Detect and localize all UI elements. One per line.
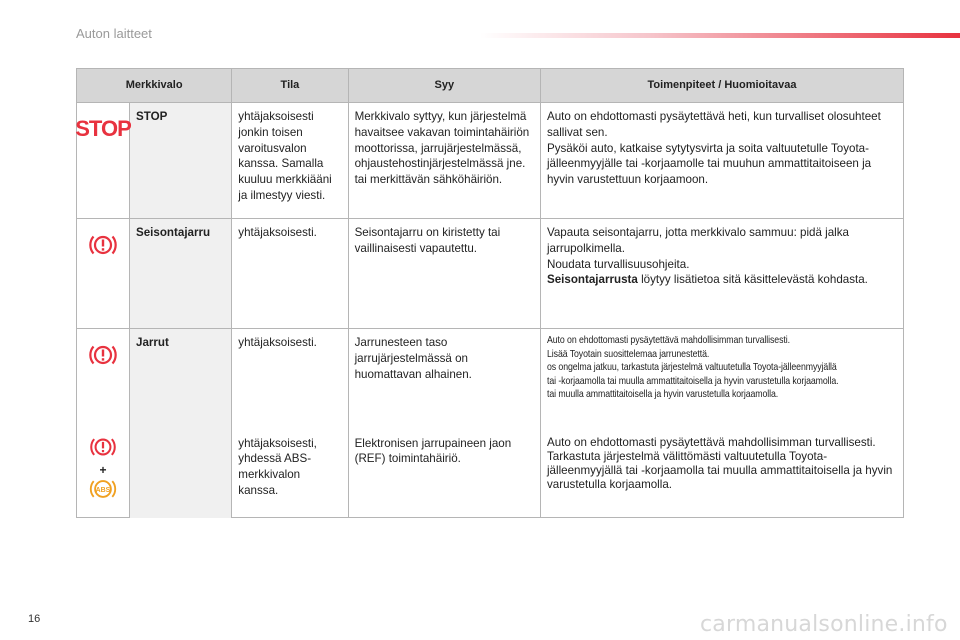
light-name: STOP <box>130 103 232 219</box>
stop-icon <box>75 116 131 141</box>
column-header-cause: Syy <box>348 69 540 103</box>
warning-lights-table <box>76 68 904 518</box>
header-accent-bar <box>480 33 960 38</box>
state-text: yhtäjaksoisesti. <box>232 219 348 329</box>
column-header-state: Tila <box>232 69 348 103</box>
light-name: Jarrut <box>130 329 232 518</box>
action-text-main: Vapauta seisontajarru, jotta merkkivalo sammuu: pidä jalka jarrupolkimella. Noudata turvallisuusohjeita. <box>546 226 849 271</box>
action-text <box>540 219 903 329</box>
action-text <box>540 329 903 430</box>
abs-icon-text: ABS <box>95 487 111 495</box>
brake-warning-icon <box>88 341 118 369</box>
brake-warning-icon <box>88 434 118 460</box>
icon-cell <box>77 329 130 430</box>
icon-cell <box>77 103 130 219</box>
column-header-light: Merkkivalo <box>77 69 232 103</box>
light-name: Seisontajarru <box>130 219 232 329</box>
page-number: 16 <box>28 613 41 625</box>
state-text: yhtäjaksoisesti. <box>232 329 348 430</box>
cause-text: Seisontajarru on kiristetty tai vaillinaisesti vapautettu. <box>348 219 540 329</box>
cause-text: Jarrunesteen taso jarrujärjestelmässä on huomattavan alhainen. <box>348 329 540 430</box>
table-row <box>77 219 904 329</box>
cause-text: Merkkivalo syttyy, kun järjestelmä havaitsee vakavan toimintahäiriön moottorissa, jarrujärjestelmässä, ohjaustehostinjärjestelmässä jne. tai merkittävän sähköhäiriön. <box>348 103 540 219</box>
page-section-title: Auton laitteet <box>76 26 152 41</box>
stop-icon-text: STOP <box>75 116 131 141</box>
table-header-row <box>77 69 904 103</box>
table-row <box>77 329 904 430</box>
action-text-condensed: Auto on ehdottomasti pysäytettävä mahdollisimman turvallisesti. Lisää Toyotain suosittelemaa jarrunestettä. os ongelma jatkuu, tarkastuta järjestelmä valtuutetulla Toyota-jälleenmyyjällä tai -korjaamolla tai muulla ammattitaitoisella ja hyvin varustetulla korjaamolla. tai muulla ammattitaitoisella ja hyvin varustetulla korjaamolla. <box>546 335 839 401</box>
icon-cell <box>77 219 130 329</box>
action-text-bold: Seisontajarrusta <box>546 273 638 287</box>
plus-sign: + <box>99 463 107 478</box>
abs-icon <box>87 476 119 502</box>
watermark: carmanualsonline.info <box>700 612 948 637</box>
brake-warning-icon <box>88 231 118 259</box>
column-header-action: Toimenpiteet / Huomioitavaa <box>540 69 903 103</box>
table-row <box>77 103 904 219</box>
icon-cell <box>77 430 130 518</box>
state-text: yhtäjaksoisesti, yhdessä ABS-merkkivalon kanssa. <box>232 430 348 518</box>
action-text: Auto on ehdottomasti pysäytettävä heti, kun turvalliset olosuhteet sallivat sen. Pysäköi auto, katkaise sytytysvirta ja soita valtuutetulle Toyota-jälleenmyyjälle tai -korjaamolle tai muuhun ammattitaitoiseen ja hyvin varustettuun korjaamoon. <box>540 103 903 219</box>
cause-text: Elektronisen jarrupaineen jaon (REF) toimintahäiriö. <box>348 430 540 518</box>
state-text: yhtäjaksoisesti jonkin toisen varoitusvalon kanssa. Samalla kuuluu merkkiääni ja ilmestyy viesti. <box>232 103 348 219</box>
action-text-tail: löytyy lisätietoa sitä käsittelevästä kohdasta. <box>637 273 868 287</box>
action-text: Auto on ehdottomasti pysäytettävä mahdollisimman turvallisesti. Tarkastuta järjestelmä välittömästi valtuutetulla Toyota-jälleenmyyjällä tai -korjaamolla tai muulla ammattitaitoisella ja hyvin varustetulla korjaamolla. <box>540 430 903 518</box>
